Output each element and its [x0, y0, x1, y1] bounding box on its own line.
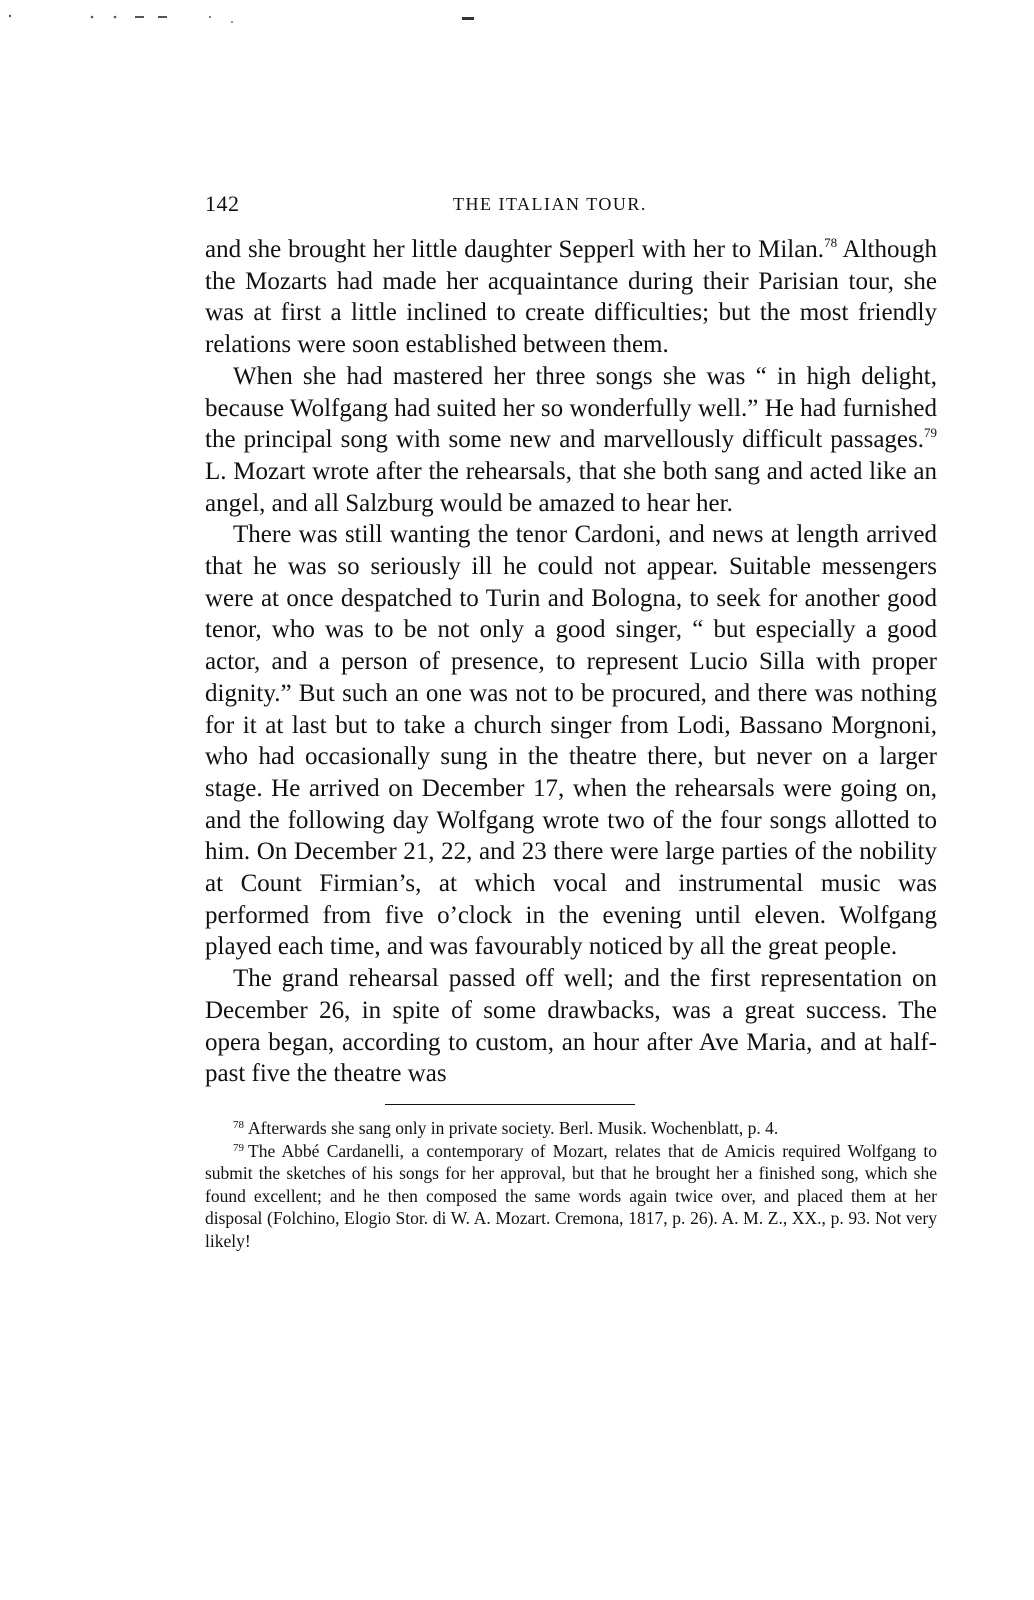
footnote-78 — [205, 1117, 937, 1140]
footnote-text: Afterwards she sang only in private society. Berl. Musik. Wochenblatt, p. 4. — [248, 1118, 779, 1139]
paragraph-text: and she brought her little daughter Sepperl with her to Milan. — [205, 236, 825, 263]
footnote-ref-79[interactable]: 79 — [924, 425, 937, 441]
footnote-text: The Abbé Cardanelli, a contemporary of Mozart, relates that de Amicis required Wolfgang to submit the sketches of his songs for her approval, but that he brought her a finished song, which she found excellent; and he then composed the same words again twice over, and placed them at her disposal (Folchino, Elogio Stor. di W. A. Mozart. Cremona, 1817, p. 26). A. M. Z., XX., p. 93. Not very likely! — [205, 1140, 937, 1251]
paragraph-text: When she had mastered her three songs she was “ in high delight, because Wolfgang had suited her so wonderfully well.” He had furnished the principal song with some new and marvellously difficult passages. — [205, 362, 937, 454]
footnote-marker: 79 — [233, 1141, 244, 1154]
page-number: 142 — [205, 191, 240, 216]
footnote-ref-78[interactable]: 78 — [824, 235, 838, 250]
running-head — [205, 190, 937, 218]
body-text — [205, 234, 937, 1090]
footnote-79 — [205, 1140, 937, 1253]
scan-specks — [0, 12, 480, 32]
paragraph-3: There was still wanting the tenor Cardoni, and news at length arrived that he was so seriously ill he could not appear. Suitable messengers were at once despatched to Turin and Bologna, to seek for another good tenor, who was to be not only a good singer, “ but especially a good actor, and a person of presence, to represent Lucio Silla with proper dignity.” But such an one was not to be procured, and there was nothing for it at last but to take a church singer from Lodi, Bassano Morgnoni, who had occasionally sung in the theatre there, but never on a larger stage. He arrived on December 17, when the rehearsals were going on, and the following day Wolfgang wrote two of the four songs allotted to him. On December 21, 22, and 23 there were large parties of the nobility at Count Firmian’s, at which vocal and instrumental music was performed from five o’clock in the evening until eleven. Wolfgang played each time, and was favourably noticed by all the great people. — [205, 521, 937, 961]
paragraph-text: Although the Mozarts had made her acquaintance during their Parisian tour, she was at first a little inclined to create difficulties; but the most friendly relations were soon established between them. — [205, 236, 937, 359]
paragraph-4: The grand rehearsal passed off well; and the first representation on December 26, in spite of some drawbacks, was a great success. The opera began, according to custom, an hour after Ave Maria, and at half-past five the theatre was — [205, 965, 937, 1088]
book-page — [205, 190, 937, 1252]
footnote-marker: 78 — [233, 1119, 244, 1132]
paragraph-text: L. Mozart wrote after the rehearsals, that she both sang and acted like an angel, and all Salzburg would be amazed to hear her. — [205, 457, 937, 517]
footnotes — [205, 1117, 937, 1252]
paragraph-2 — [205, 361, 937, 520]
running-head-title: THE ITALIAN TOUR. — [453, 194, 647, 214]
paragraph-1 — [205, 234, 937, 361]
footnote-divider — [385, 1104, 635, 1106]
